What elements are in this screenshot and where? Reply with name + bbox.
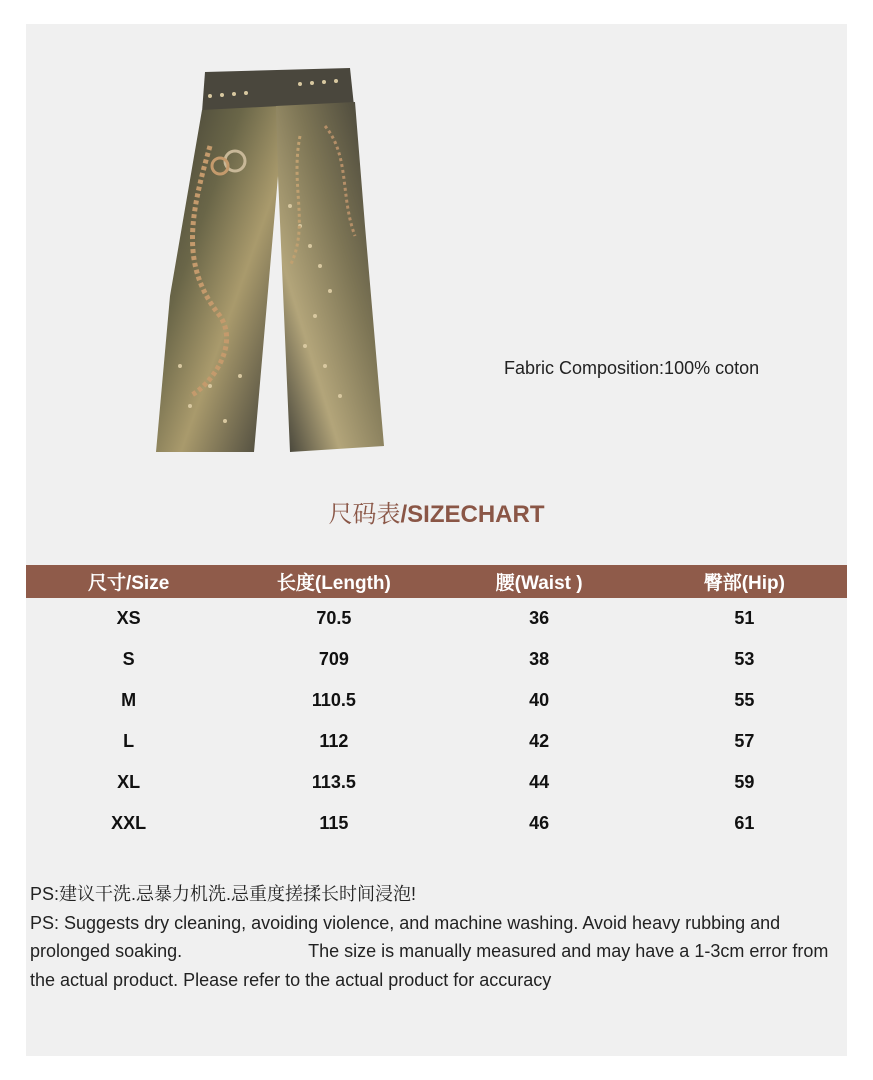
size-table <box>26 565 847 844</box>
cell-waist: 44 <box>529 772 550 792</box>
cell-hip: 53 <box>734 649 755 669</box>
care-note-en-text: PS: Suggests dry cleaning, avoiding violence, and machine washing. Avoid heavy rubbing and prolonged soaking. <box>30 912 781 961</box>
cell-hip: 51 <box>734 608 755 628</box>
header-hip: 臀部(Hip) <box>703 573 785 594</box>
cell-length: 70.5 <box>316 608 352 628</box>
size-chart-title-en: /SIZECHART <box>400 501 545 528</box>
product-image-jeans <box>150 66 390 456</box>
cell-hip: 57 <box>734 731 755 751</box>
cell-hip: 61 <box>734 813 755 833</box>
cell-waist: 38 <box>529 649 550 669</box>
cell-length: 115 <box>319 813 349 833</box>
care-notes <box>30 880 840 994</box>
size-accuracy-note: The size is manually measured and may have a 1-3cm error from the actual product. Please refer to the actual product for accuracy <box>30 941 829 990</box>
cell-size: XXL <box>111 813 147 833</box>
size-chart-title <box>0 494 873 529</box>
cell-hip: 59 <box>734 772 755 792</box>
cell-length: 110.5 <box>311 690 356 710</box>
table-row <box>26 639 847 680</box>
care-note-en <box>30 909 840 995</box>
table-row <box>26 803 847 844</box>
size-chart-title-cn: 尺码表 <box>328 500 401 528</box>
header-length: 长度(Length) <box>276 573 391 594</box>
cell-waist: 36 <box>529 608 550 628</box>
cell-size: M <box>121 690 137 710</box>
cell-hip: 55 <box>734 690 755 710</box>
table-row <box>26 680 847 721</box>
table-row <box>26 598 847 639</box>
cell-size: S <box>122 649 135 669</box>
care-note-cn: PS:建议干洗.忌暴力机洗.忌重度搓揉长时间浸泡! <box>30 884 417 904</box>
cell-waist: 42 <box>529 731 550 751</box>
table-row <box>26 721 847 762</box>
size-table-header <box>26 565 847 598</box>
header-waist: 腰(Waist ) <box>495 573 583 594</box>
cell-size: L <box>123 731 135 751</box>
cell-length: 113.5 <box>311 772 356 792</box>
header-size: 尺寸/Size <box>87 573 170 594</box>
cell-waist: 40 <box>529 690 550 710</box>
cell-length: 112 <box>319 731 349 751</box>
cell-waist: 46 <box>529 813 550 833</box>
cell-size: XS <box>116 608 141 628</box>
fabric-composition: Fabric Composition:100% coton <box>504 358 760 378</box>
table-row <box>26 762 847 803</box>
cell-length: 709 <box>318 649 349 669</box>
cell-size: XL <box>117 772 141 792</box>
